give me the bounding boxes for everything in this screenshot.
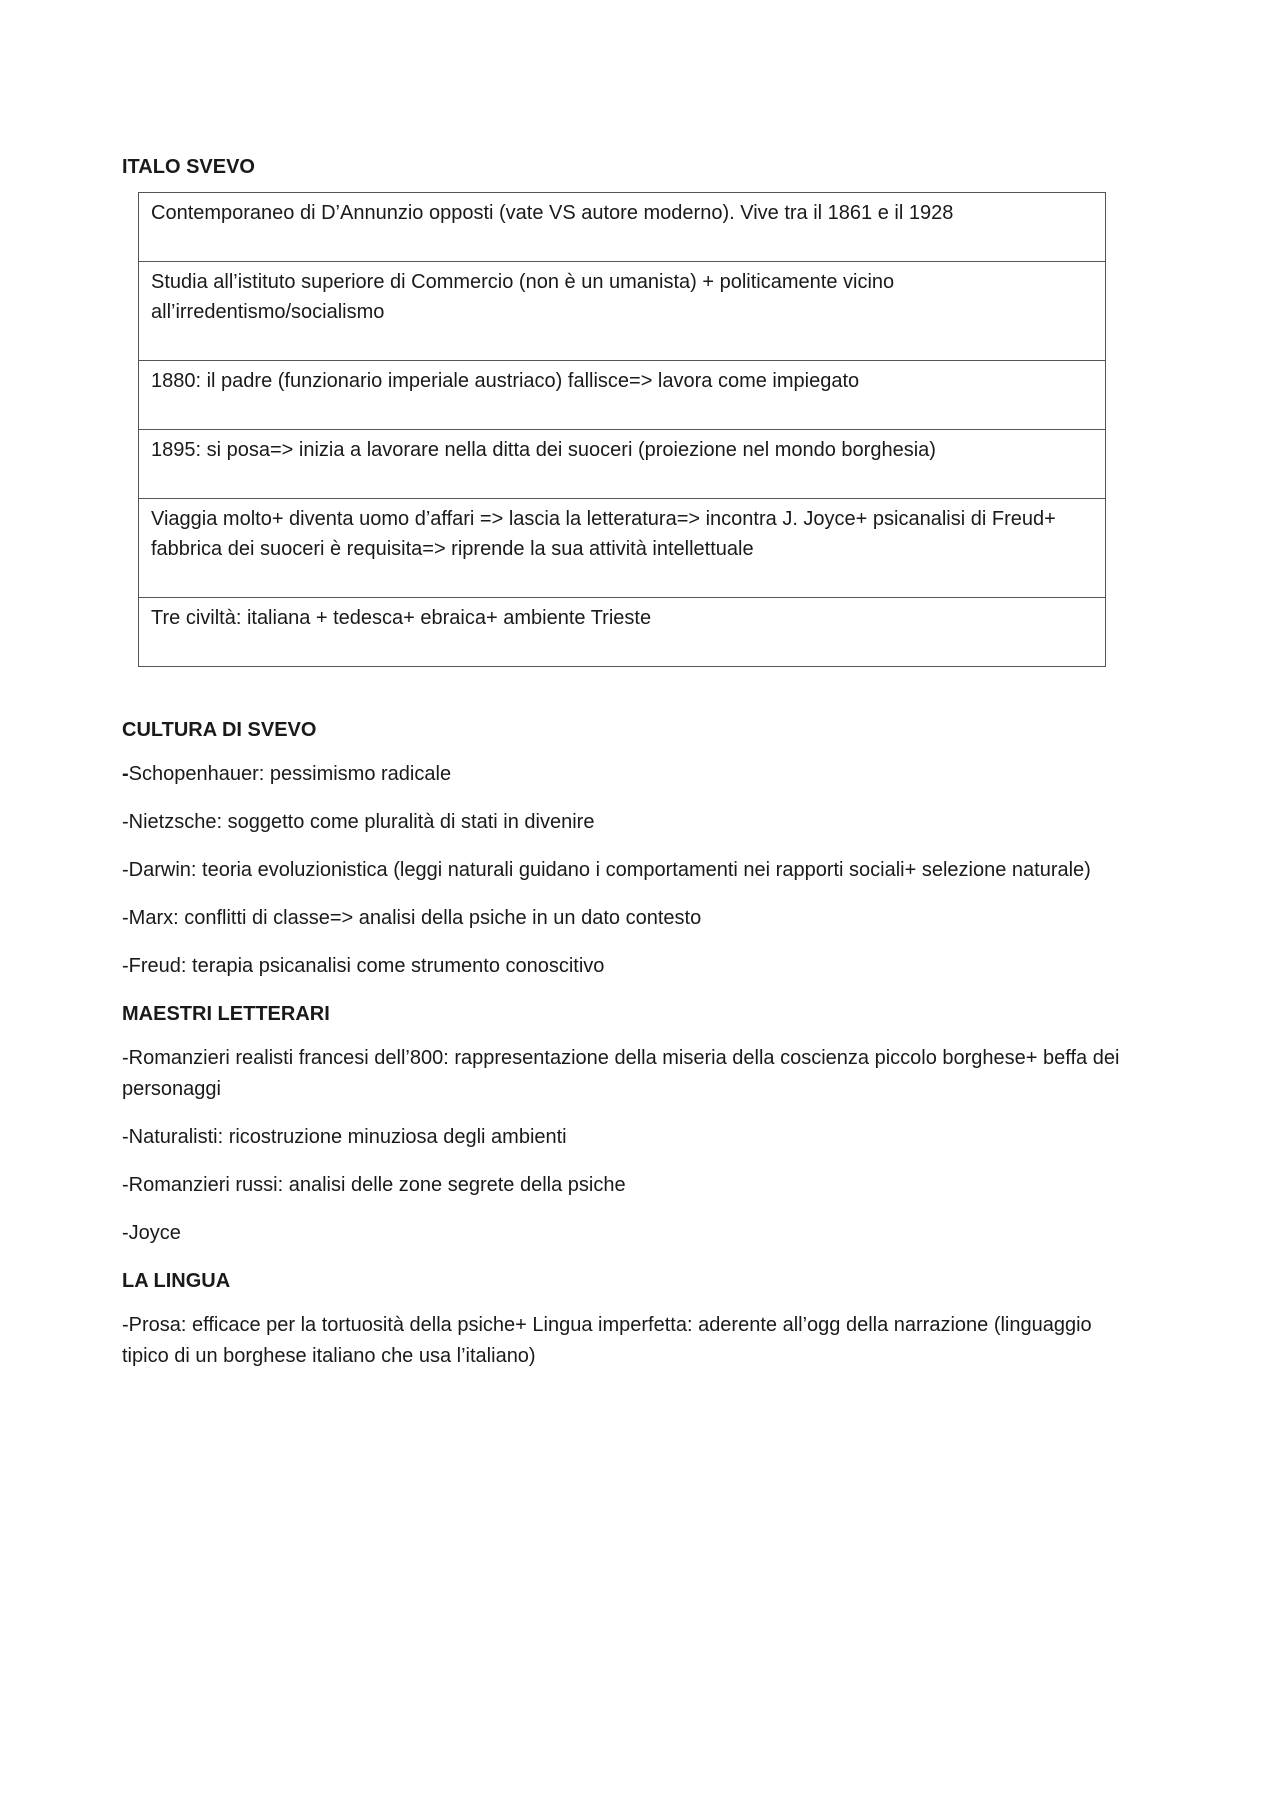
item-text: Schopenhauer: pessimismo radicale [128,763,452,785]
section-heading: LA LINGUA [122,1270,231,1292]
table-cell: 1880: il padre (funzionario imperiale austriaco) fallisce=> lavora come impiegato [139,361,1106,430]
table-row [139,598,1106,667]
maestri-section [122,999,1122,1249]
list-item: -Romanzieri russi: analisi delle zone segrete della psiche [122,1174,626,1196]
table-row [139,430,1106,499]
list-item: -Nietzsche: soggetto come pluralità di stati in divenire [122,811,595,833]
list-item: -Joyce [122,1222,181,1244]
list-item: -Marx: conflitti di classe=> analisi della psiche in un dato contesto [122,907,702,929]
document-page [122,152,1122,1389]
table-cell: Tre civiltà: italiana + tedesca+ ebraica+ ambiente Trieste [139,598,1106,667]
section-heading: MAESTRI LETTERARI [122,1003,330,1025]
item-dash: - [122,763,129,785]
biography-table [138,192,1106,667]
list-item: -Romanzieri realisti francesi dell’800: rappresentazione della miseria della coscienza piccolo borghese+ beffa dei personaggi [122,1047,1120,1100]
list-item: -Freud: terapia psicanalisi come strumento conoscitivo [122,955,605,977]
table-cell: Contemporaneo di D’Annunzio opposti (vate VS autore moderno). Vive tra il 1861 e il 1928 [139,193,1106,262]
lingua-section [122,1266,1122,1372]
table-row [139,361,1106,430]
list-item: -Prosa: efficace per la tortuosità della psiche+ Lingua imperfetta: aderente all’ogg della narrazione (linguaggio tipico di un borghese italiano che usa l’italiano) [122,1314,1092,1367]
table-row [139,193,1106,262]
table-row [139,262,1106,361]
page-title: ITALO SVEVO [122,156,255,178]
cultura-section [122,715,1122,982]
table-cell: Studia all’istituto superiore di Commercio (non è un umanista) + politicamente vicino all’irredentismo/socialismo [139,262,1106,361]
table-cell: Viaggia molto+ diventa uomo d’affari => lascia la letteratura=> incontra J. Joyce+ psicanalisi di Freud+ fabbrica dei suoceri è requisita=> riprende la sua attività intellettuale [139,499,1106,598]
section-heading: CULTURA DI SVEVO [122,719,317,741]
table-cell: 1895: si posa=> inizia a lavorare nella ditta dei suoceri (proiezione nel mondo borghesia) [139,430,1106,499]
list-item: -Darwin: teoria evoluzionistica (leggi naturali guidano i comportamenti nei rapporti sociali+ selezione naturale) [122,859,1091,881]
list-item [122,759,1122,790]
list-item: -Naturalisti: ricostruzione minuziosa degli ambienti [122,1126,567,1148]
table-row [139,499,1106,598]
